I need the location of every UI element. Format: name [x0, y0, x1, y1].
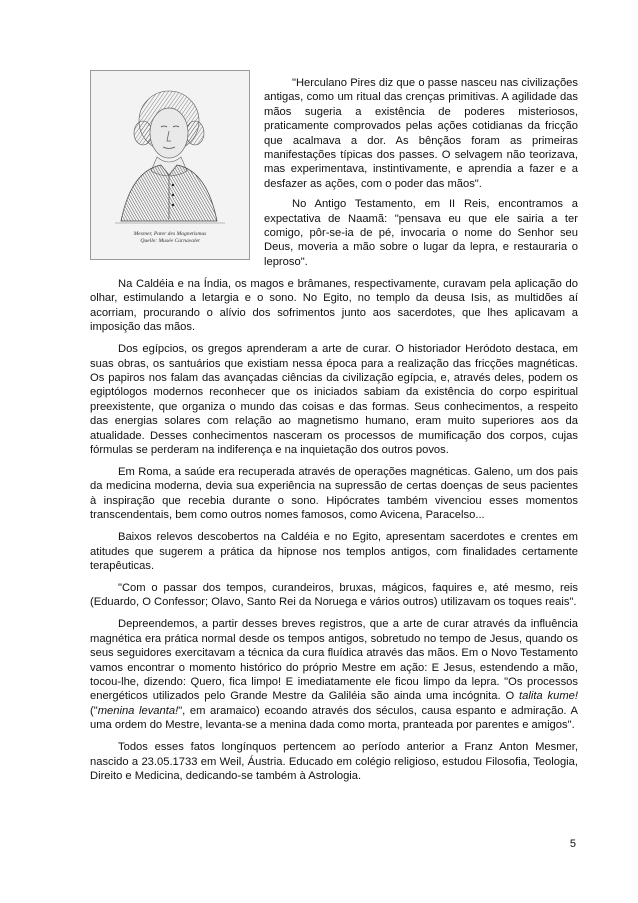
- mesmer-portrait: [90, 70, 250, 260]
- portrait-caption-line2: Quelle: Musée Carnavalet: [140, 238, 200, 244]
- portrait-caption-line1: Mesmer, Pater des Magnetismus: [133, 231, 207, 237]
- menina-levanta-phrase: menina levanta!: [97, 704, 179, 717]
- paragraph-roma: Em Roma, a saúde era recuperada através de operações magnéticas. Galeno, um dos pais da medicina moderna, devia sua experiência na supressão de certas doenças de seus pacientes à inspiração que recebia durante o sono. Hipócrates também vivenciou esses momentos transcendentais, bem como outros nomes famosos, como Avicena, Paracelso...: [90, 465, 578, 522]
- jesus-text-end: ", em aramaico) ecoando através dos séculos, causa espanto e admiração. A uma ordem do Mestre, levanta-se a menina dada como morta, pranteada por parentes e amigos".: [90, 704, 578, 732]
- talita-kume-phrase: talita kume!: [519, 690, 578, 703]
- portrait-figure: [90, 70, 252, 264]
- jesus-text-middle: (": [90, 704, 98, 717]
- jesus-text-start: Depreendemos, a partir desses breves registros, que a arte de curar através da influência magnética era prática normal desde os tempos antigos, sobretudo no tempo de Jesus, quando os seus seguidores exercitavam a técnica da cura fluídica através das mãos. Em o Novo Testamento vamos encontrar o momento histórico do próprio Mestre em ação: E Jesus, estendendo a mão, tocou-lhe, dizendo: Quero, fica limpo! E imediatamente ele ficou limpo da lepra. "Os processos energéticos utilizados pelo Grande Mestre da Galiléia são ainda uma incógnita. O: [90, 618, 578, 703]
- paragraph-passar-dos-tempos: "Com o passar dos tempos, curandeiros, bruxas, mágicos, faquires e, até mesmo, reis (Eduardo, O Confessor; Olavo, Santo Rei da Noruega e vários outros) utilizavam os toques reais".: [90, 581, 578, 609]
- paragraph-herculano: "Herculano Pires diz que o passe nasceu nas civilizações antigas, como um ritual das crenças primitivas. A agilidade das mãos sugeria a existência de poderes misteriosos, praticamente comprovados pelas ações cotidianas da fricção que acalmava a dor. As bênçãos foram as primeiras manifestações típicas dos passes. O selvagem não teorizava, mas experimentava, instintivamente, e aprendia a fazer e a desfazer as ações, com o poder das mãos".: [264, 77, 578, 190]
- body-text: [90, 76, 578, 791]
- portrait-caption: [91, 231, 249, 245]
- paragraph-baixos-relevos: Baixos relevos descobertos na Caldéia e no Egito, apresentam sacerdotes e crentes em atitudes que sugerem a prática da hipnose nos templos antigos, com finalidades certamente terapêuticas.: [90, 531, 578, 572]
- paragraph-caldeia: Na Caldéia e na Índia, os magos e brâmanes, respectivamente, curavam pela aplicação do olhar, estimulando a letargia e o sono. No Egito, no templo da deusa Isis, as multidões aí acorriam, procurando o alívio dos sofrimentos junto aos sacerdotes, que lhes aplicavam a imposição das mãos.: [90, 277, 578, 334]
- page-number: 5: [569, 838, 576, 850]
- paragraph-depreendemos: [90, 617, 578, 732]
- paragraph-egipcios: Dos egípcios, os gregos aprenderam a arte de curar. O historiador Heródoto destaca, em suas obras, os santuários que existiam nessa época para a realização das fricções magnéticas. Os papiros nos falam das avançadas ciências da civilização egípcia, e, através deles, podem os egiptólogos modernos reconhecer que os iniciados sabiam da existência do corpo espiritual preexistente, que organiza o mundo das coisas e das formas. Seus conhecimentos, a respeito das energias solares com relação ao magnetismo humano, eram muito superiores aos da atualidade. Desses conhecimentos nasceram os processos de mumificação dos corpos, cujas fórmulas se perderam na indiferença e na inquietação dos outros povos.: [90, 343, 578, 456]
- paragraph-mesmer: Todos esses fatos longínquos pertencem ao período anterior a Franz Anton Mesmer, nascido a 23.05.1733 em Weil, Áustria. Educado em colégio religioso, estudou Filosofia, Teologia, Direito e Medicina, dedicando-se também à Astrologia.: [90, 741, 578, 783]
- paragraph-antigo-testamento: No Antigo Testamento, em II Reis, encontramos a expectativa de Naamã: "pensava eu que ele sairia a ter comigo, pôr-se-ia de pé, invocaria o nome do Senhor seu Deus, moveria a mão sobre o lugar da lepra, e restauraria o leproso".: [264, 198, 578, 268]
